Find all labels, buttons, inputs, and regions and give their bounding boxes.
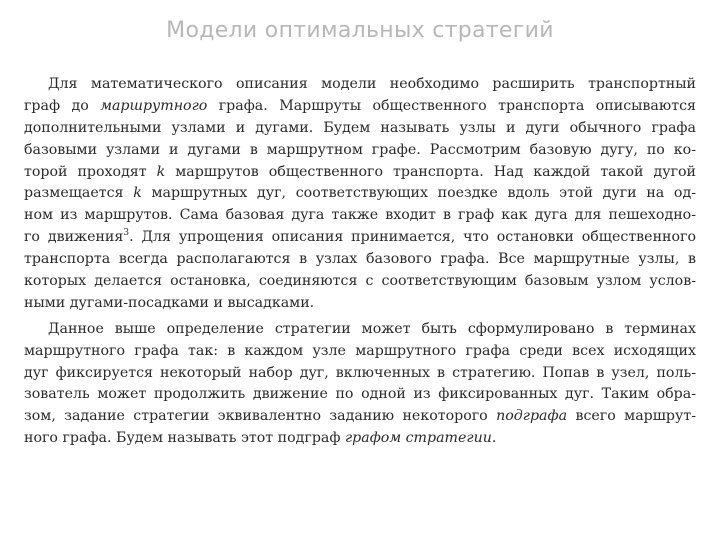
text-segment: Для математического описания модели необходимо расширить транспортный: [48, 76, 696, 92]
text-line: [24, 406, 696, 428]
emphasis-term: графом стратегии: [344, 430, 492, 447]
text-segment: граф до маршрутного графа. Маршруты общественного транспорта описываются: [24, 97, 696, 114]
emphasis-term: подграфа: [496, 408, 568, 425]
text-segment: торой проходят k маршрутов общественного транспорта. Над каждой такой дугой: [24, 163, 697, 180]
text-segment: дуг фиксируется некоторый набор дуг, включенных в стратегию. Попав в узел, поль-: [24, 364, 696, 381]
slide-title: Модели оптимальных стратегий: [166, 18, 554, 43]
text-line: [24, 428, 696, 450]
text-line: [24, 249, 696, 271]
text-segment: зом, задание стратегии эквивалентно заданию некоторого подграфа всего маршрут-: [24, 408, 697, 425]
text-line: [24, 74, 696, 96]
emphasis-term: маршрутного: [100, 97, 208, 114]
text-line: [24, 227, 696, 249]
text-segment: маршрутного графа так: в каждом узле маршрутного графа среди всех исходящих: [24, 342, 696, 359]
text-line: [24, 162, 696, 184]
text-line: [24, 118, 696, 140]
text-line: [24, 271, 696, 293]
text-line: [24, 319, 696, 341]
paragraph-2: [24, 319, 696, 450]
body-text: [24, 74, 696, 450]
text-line: [24, 205, 696, 227]
text-segment: размещается k маршрутных дуг, соответствующих поездке вдоль этой дуги на од-: [24, 185, 697, 202]
text-segment: ном из маршрутов. Сама базовая дуга также входит в граф как дуга для пешеходно-: [24, 207, 696, 224]
paragraph-1: [24, 74, 696, 315]
text-segment: транспорта всегда располагаются в узлах базового графа. Все маршрутные узлы, в: [24, 251, 696, 268]
math-variable: k: [133, 185, 142, 202]
text-segment: ными дугами-посадками и высадками.: [24, 294, 315, 311]
text-segment: го движения$^3$. Для упрощения описания принимается, что остановки общественного: [24, 228, 696, 246]
text-line: [24, 96, 696, 118]
text-line: [24, 293, 696, 315]
footnote-marker: 3: [123, 228, 130, 239]
math-variable: k: [156, 163, 166, 180]
text-line: [24, 341, 696, 363]
text-segment: базовыми узлами и дугами в маршрутном графе. Рассмотрим базовую дугу, по ко-: [24, 141, 696, 158]
text-segment: Данное выше определение стратегии может быть сформулировано в терминах: [48, 320, 696, 337]
text-line: [24, 183, 696, 205]
text-segment: ного графа. Будем называть этот подграф графом стратегии.: [24, 430, 497, 447]
text-segment: которых делается остановка, соединяются с соответствующим базовым узлом услов-: [24, 273, 696, 290]
text-line: [24, 140, 696, 162]
text-segment: дополнительными узлами и дугами. Будем называть узлы и дуги обычного графа: [24, 119, 696, 136]
text-segment: зователь может продолжить движение по одной из фиксированных дуг. Таким обра-: [24, 386, 696, 403]
text-line: [24, 384, 696, 406]
text-line: [24, 363, 696, 385]
